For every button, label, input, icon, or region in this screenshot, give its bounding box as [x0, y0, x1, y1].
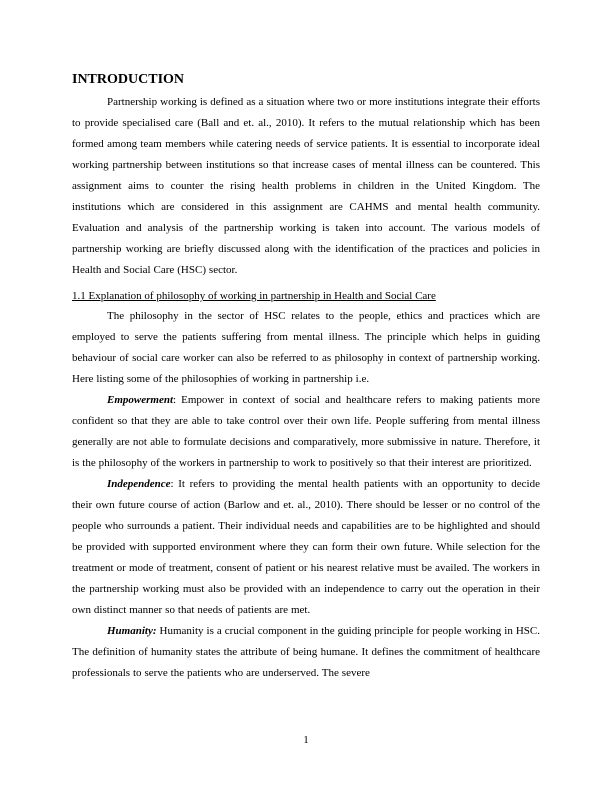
section-heading: 1.1 Explanation of philosophy of working in partnership in Health and Social Care	[72, 290, 436, 302]
empowerment-term: Empowerment	[107, 394, 174, 406]
independence-paragraph	[72, 474, 540, 621]
empowerment-paragraph	[72, 390, 540, 474]
page-number: 1	[303, 734, 309, 746]
humanity-term: Humanity:	[107, 625, 157, 637]
empowerment-text: : Empower in context of social and healthcare refers to making patients more confident so that they are able to take control over their own life. People suffering from mental illness generally are not able to formulate decisions and comparatively, more submissive in nature. Therefore, it is the philosophy of the workers in partnership to work to positively so that their interest are prioritized.	[72, 394, 540, 469]
philosophy-paragraph: The philosophy in the sector of HSC relates to the people, ethics and practices which are employed to serve the patients suffering from mental illness. The principle which helps in guiding behaviour of social care worker can also be referred to as philosophy in context of partnership working. Here listing some of the philosophies of working in partnership i.e.	[72, 310, 540, 385]
page-title: INTRODUCTION	[72, 72, 185, 87]
document-body	[72, 92, 540, 684]
independence-term: Independence	[107, 478, 171, 490]
humanity-text: Humanity is a crucial component in the guiding principle for people working in HSC. The definition of humanity states the attribute of being humane. It defines the commitment of healthcare professionals to serve the patients who are underserved. The severe	[72, 625, 540, 679]
humanity-paragraph	[72, 621, 540, 684]
independence-text: : It refers to providing the mental health patients with an opportunity to decide their own future course of action (Barlow and et. al., 2010). There should be lesser or no control of the people who surrounds a patient. Their individual needs and capabilities are to be highlighted and should be provided with supported environment where they can form their own future. While selection for the treatment or mode of treatment, consent of patient or his nearest relative must be availed. The workers in the partnership working must also be provided with an independence to carry out the operation in their own distinct manner so that needs of patients are met.	[72, 478, 540, 616]
intro-paragraph: Partnership working is defined as a situation where two or more institutions integrate their efforts to provide specialised care (Ball and et. al., 2010). It refers to the mutual relationship which has been formed among team members while catering needs of service patients. It is essential to incorporate ideal working partnership between institutions so that increase cases of mental illness can be countered. This assignment aims to counter the rising health problems in children in the United Kingdom. The institutions which are considered in this assignment are CAHMS and mental health community. Evaluation and analysis of the partnership working is taken into account. The various models of partnership working are briefly discussed along with the identification of the practices and policies in Health and Social Care (HSC) sector.	[72, 96, 540, 276]
